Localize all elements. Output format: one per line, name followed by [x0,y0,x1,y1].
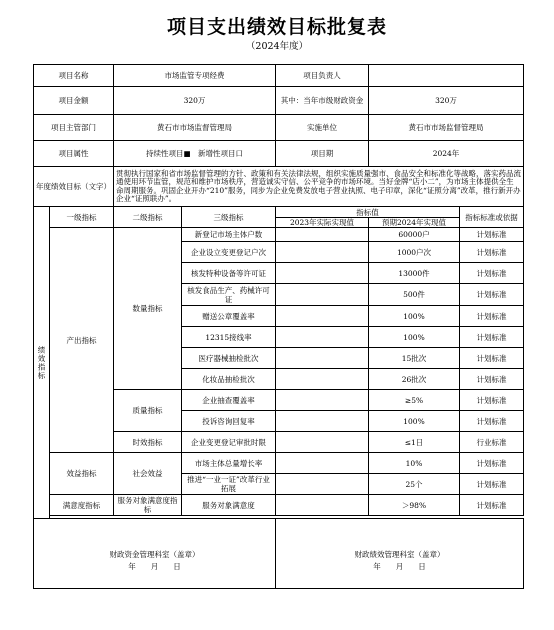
signature-performance-office [276,519,524,589]
indicator-basis: 计划标准 [460,228,524,242]
indicator-basis: 计划标准 [460,348,524,369]
value-project-leader [369,65,524,87]
indicator-basis: 计划标准 [460,263,524,284]
label-implementing-unit: 实施单位 [276,115,369,141]
indicator-name: 推进“一业一证”改革行业拓展 [182,474,276,495]
label-output-indicators: 产出指标 [50,228,114,453]
header-level1: 一级指标 [50,207,114,228]
page-title: 项目支出绩效目标批复表 [166,16,387,38]
indicator-name: 投诉咨询回复率 [182,411,276,432]
indicator-basis: 计划标准 [460,495,524,516]
indicator-actual [276,453,369,474]
indicator-basis: 计划标准 [460,390,524,411]
label-social-benefit: 社会效益 [114,453,182,495]
performance-office-date: 年 月 日 [373,562,426,571]
value-project-attribute: 持续性项目■ 新增性项目口 [114,141,276,167]
label-benefit-indicators: 效益指标 [50,453,114,495]
row-project-name [34,65,524,87]
row-department [34,115,524,141]
indicator-name: 化妆品抽检批次 [182,369,276,390]
indicator-name: 服务对象满意度 [182,495,276,516]
value-annual-goal: 贯彻执行国家和省市场监督管理的方针、政策和有关法律法规，组织实施质量强市、食品安全和标准化等战略，落实药品流通使用环节监管，规范和维护市场秩序，营造诚实守信、公平竞争的市场环境。当好金牌“店小二”，为市场主体提供全生命周期服务。巩固企业开办“210”服务，同步为企业免费发放电子营业执照、电子印章，深化“证照分离”改革，推行新开办企业“证照联办”。 [114,167,524,207]
indicator-actual [276,242,369,263]
row-header-1 [34,207,524,218]
indicator-actual [276,495,369,516]
indicator-actual [276,284,369,306]
indicator-basis: 计划标准 [460,474,524,495]
approval-table [33,64,524,589]
label-time-indicators: 时效指标 [114,432,182,453]
indicator-actual [276,348,369,369]
row-attribute [34,141,524,167]
label-project-leader: 项目负责人 [276,65,369,87]
indicator-expected: 500件 [369,284,460,306]
header-actual-2023: 2023年实际实现值 [276,218,369,228]
indicator-name: 企业设立变更登记户次 [182,242,276,263]
indicator-actual [276,411,369,432]
header-indicator-value: 指标值 [276,207,460,218]
performance-office-stamp-label: 财政绩效管理科室（盖章） [354,550,445,559]
indicator-expected: 10% [369,453,460,474]
page-subtitle: （2024年度） [245,41,309,52]
indicator-basis: 计划标准 [460,453,524,474]
indicator-expected: 60000户 [369,228,460,242]
label-performance-indicators: 绩效指标 [34,207,50,519]
header-basis: 指标标准或依据 [460,207,524,228]
indicator-name: 核发食品生产、药械许可证 [182,284,276,306]
indicator-row [34,453,524,474]
indicator-actual [276,228,369,242]
indicator-row [34,495,524,516]
header-level2: 二级指标 [114,207,182,228]
indicator-name: 医疗器械抽检批次 [182,348,276,369]
budget-office-date: 年 月 日 [128,562,181,571]
indicator-expected: 100% [369,306,460,327]
indicator-basis: 计划标准 [460,284,524,306]
indicator-expected: ≥5% [369,390,460,411]
indicator-actual [276,306,369,327]
label-quality-indicators: 质量指标 [114,390,182,432]
indicator-actual [276,432,369,453]
label-annual-goal: 年度绩效目标（文字） [34,167,114,207]
indicator-name: 市场主体总量增长率 [182,453,276,474]
indicator-name: 赠送公章覆盖率 [182,306,276,327]
label-department: 项目主管部门 [34,115,114,141]
label-fiscal-funds: 其中：当年市级财政资金 [276,87,369,115]
value-department: 黄石市市场监督管理局 [114,115,276,141]
row-signatures [34,519,524,589]
indicator-expected: ≤1日 [369,432,460,453]
indicator-basis: 计划标准 [460,327,524,348]
indicator-expected: 25个 [369,474,460,495]
indicator-name: 核发特种设备等许可证 [182,263,276,284]
indicator-basis: 计划标准 [460,411,524,432]
indicator-name: 企业抽查覆盖率 [182,390,276,411]
value-implementing-unit: 黄石市市场监督管理局 [369,115,524,141]
indicator-name: 12315接线率 [182,327,276,348]
indicator-basis: 计划标准 [460,306,524,327]
label-project-name: 项目名称 [34,65,114,87]
indicator-expected: 15批次 [369,348,460,369]
indicator-basis: 计划标准 [460,242,524,263]
label-project-period: 项目期 [276,141,369,167]
indicator-actual [276,327,369,348]
budget-office-stamp-label: 财政资金管理科室（盖章） [109,550,200,559]
indicator-row [34,228,524,242]
header-expected-2024: 预期2024年实现值 [369,218,460,228]
indicator-basis: 计划标准 [460,369,524,390]
indicator-expected: 1000户次 [369,242,460,263]
label-project-attribute: 项目属性 [34,141,114,167]
value-project-name: 市场监管专项经费 [114,65,276,87]
value-fiscal-funds: 320万 [369,87,524,115]
indicator-expected: 100% [369,411,460,432]
indicator-name: 新登记市场主体户数 [182,228,276,242]
indicator-expected: 13000件 [369,263,460,284]
signature-budget-office [34,519,276,589]
indicator-actual [276,390,369,411]
header-level3: 三级指标 [182,207,276,228]
label-quantity-indicators: 数量指标 [114,228,182,390]
indicator-actual [276,263,369,284]
indicator-actual [276,369,369,390]
indicator-expected: 100% [369,327,460,348]
indicator-basis: 行业标准 [460,432,524,453]
indicator-name: 企业变更登记审批时限 [182,432,276,453]
row-project-amount [34,87,524,115]
indicator-expected: 26批次 [369,369,460,390]
row-annual-goal [34,167,524,207]
value-project-amount: 320万 [114,87,276,115]
label-project-amount: 项目金额 [34,87,114,115]
label-satisfaction-indicators: 满意度指标 [50,495,114,516]
label-service-satisfaction: 服务对象满意度指标 [114,495,182,516]
value-project-period: 2024年 [369,141,524,167]
indicator-expected: ＞98% [369,495,460,516]
indicator-actual [276,474,369,495]
